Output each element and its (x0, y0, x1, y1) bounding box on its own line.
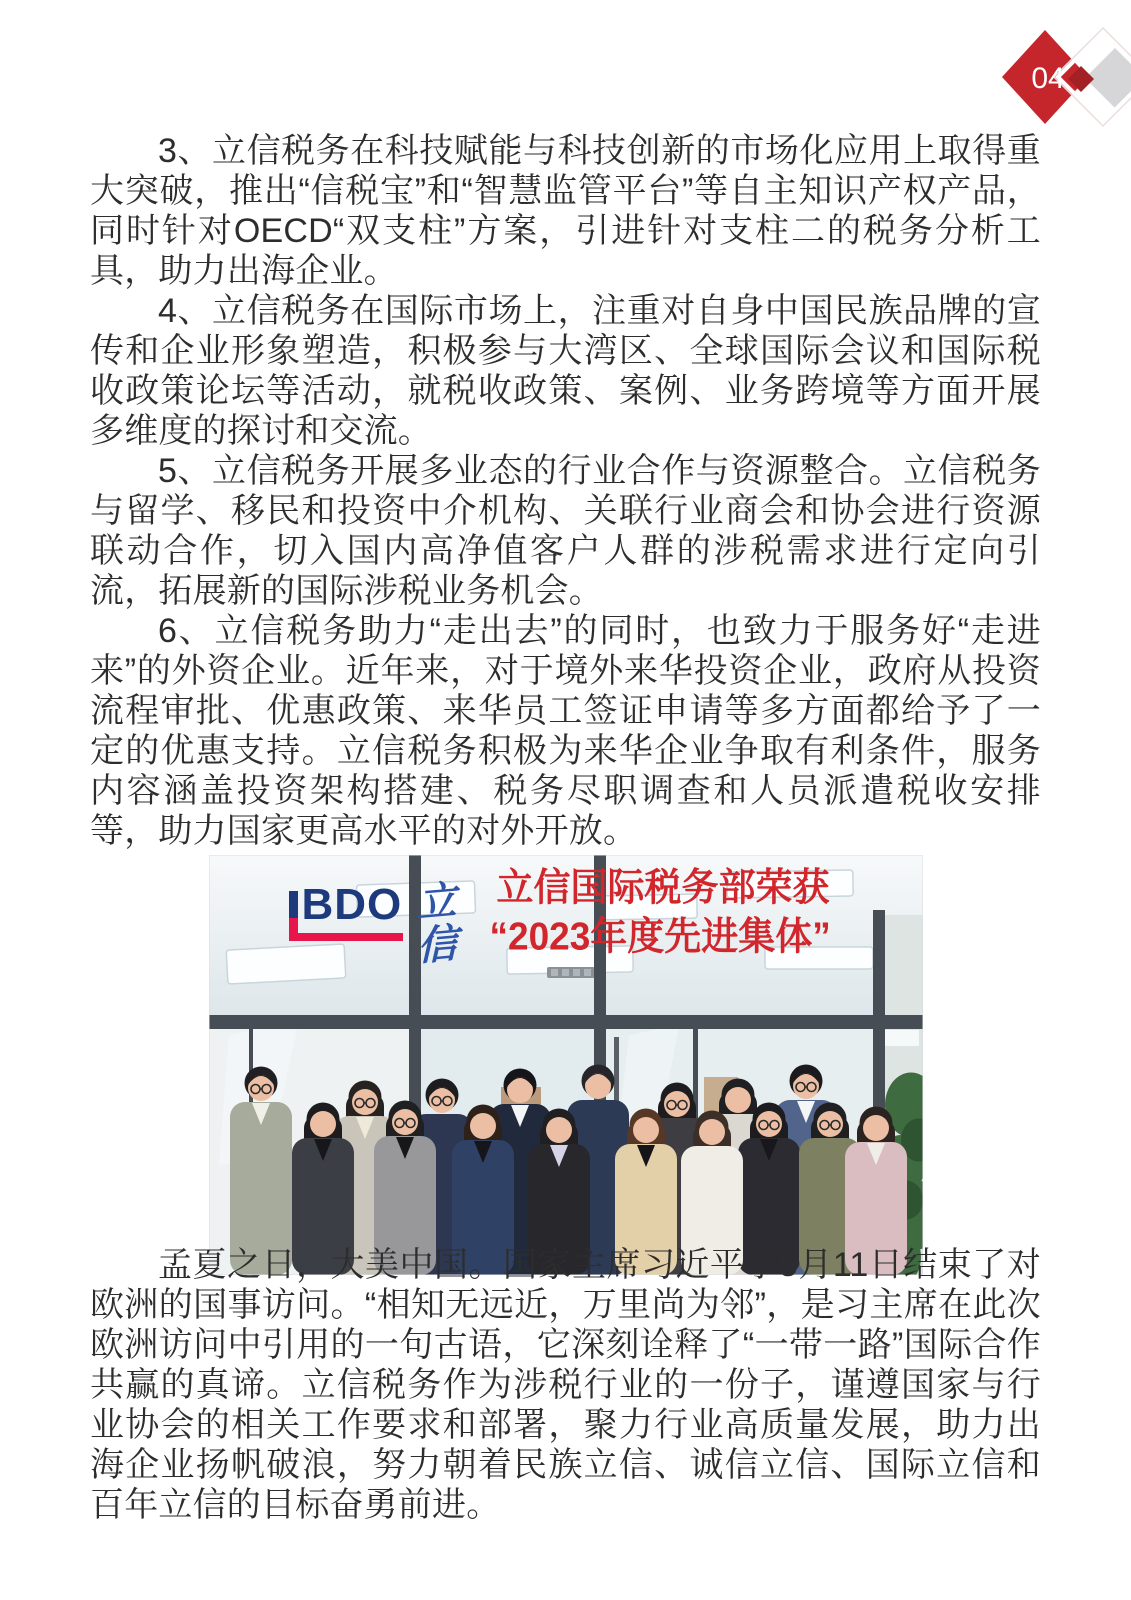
body-text (90, 131, 1041, 1275)
logo-lixin-calligraphy: 立信 (415, 878, 458, 970)
photo-caption-line1: 立信国际税务部荣获 (496, 866, 830, 909)
paragraph-4: 4、立信税务在国际市场上，注重对自身中国民族品牌的宣传和企业形象塑造，积极参与大湾区、全球国际会议和国际税收政策论坛等活动，就税收政策、案例、业务跨境等方面开展多维度的探讨和交流。 (90, 292, 1041, 450)
paragraph-3: 3、立信税务在科技赋能与科技创新的市场化应用上取得重大突破，推出“信税宝”和“智慧监管平台”等自主知识产权产品，同时针对OECD“双支柱”方案，引进针对支柱二的税务分析工具，助力出海企业。 (90, 132, 1041, 290)
group-photo (209, 855, 923, 1275)
page-number: 04 (1031, 62, 1065, 95)
closing-paragraph: 孟夏之日，大美中国。国家主席习近平于5月11日结束了对欧洲的国事访问。“相知无远近，万里尚为邻”，是习主席在此次欧洲访问中引用的一句古语，它深刻诠释了“一带一路”国际合作共赢的真谛。立信税务作为涉税行业的一份子，谨遵国家与行业协会的相关工作要求和部署，聚力行业高质量发展，助力出海企业扬帆破浪，努力朝着民族立信、诚信立信、国际立信和百年立信的目标奋勇前进。 (90, 1246, 1041, 1524)
photo-caption (489, 863, 831, 961)
photo-caption-line2: “2023年度先进集体” (489, 915, 831, 958)
logo-bdo-text: BDO (301, 880, 403, 929)
logo-underline (289, 933, 403, 941)
paragraph-5: 5、立信税务开展多业态的行业合作与资源整合。立信税务与留学、移民和投资中介机构、关联行业商会和协会进行资源联动合作，切入国内高净值客户人群的涉税需求进行定向引流，拓展新的国际涉税业务机会。 (90, 452, 1041, 610)
closing-text (90, 1245, 1041, 1525)
logo-bar-navy (289, 891, 298, 918)
paragraph-6: 6、立信税务助力“走出去”的同时，也致力于服务好“走进来”的外资企业。近年来，对于境外来华投资企业，政府从投资流程审批、优惠政策、来华员工签证申请等多方面都给予了一定的优惠支持。立信税务积极为来华企业争取有利条件，服务内容涵盖投资架构搭建、税务尽职调查和人员派遣税收安排等，助力国家更高水平的对外开放。 (90, 612, 1041, 850)
